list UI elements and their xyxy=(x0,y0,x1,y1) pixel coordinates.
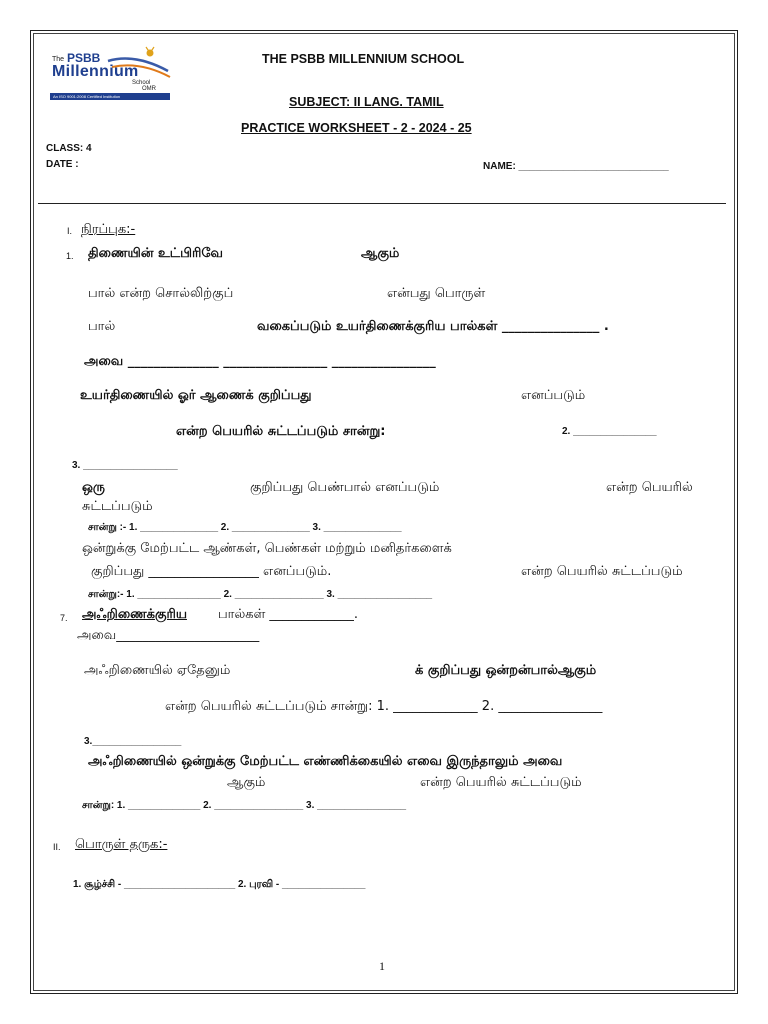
logo-the: The xyxy=(52,56,65,63)
q5-text-b: எனப்படும் xyxy=(521,388,586,403)
class-label: CLASS: 4 xyxy=(46,143,92,154)
name-field: NAME: ___________________________ xyxy=(483,161,669,172)
school-name: THE PSBB MILLENNIUM SCHOOL xyxy=(262,52,465,66)
q9-text-a: ஒன்றுக்கு மேற்பட்ட ஆண்கள், பெண்கள் மற்றும் மனிதர்களைக் xyxy=(82,541,452,556)
q4-text: அவை ______________ ________________ ________________ xyxy=(84,354,436,369)
logo-iso: An ISO 9001:2008 Certified Institution xyxy=(53,94,121,99)
logo-omr: OMR xyxy=(142,86,156,92)
school-logo xyxy=(50,45,175,103)
q3-text-a: பால் xyxy=(88,319,116,334)
q6-text-a: என்ற பெயரில் சுட்டப்படும் சான்று: xyxy=(176,424,386,439)
q1-text-b: ஆகும் xyxy=(361,246,400,261)
q3-text-b: வகைப்படும் உயர்திணைக்குரிய பால்கள் _______________ . xyxy=(257,319,609,334)
q7-text-c: அவை______________________ xyxy=(77,628,260,643)
q11-text-c: என்ற பெயரில் சுட்டப்படும் xyxy=(420,775,582,790)
q10-text-a: அஃறிணையில் ஏதேனும் xyxy=(84,663,231,678)
q2-text-a: பால் என்ற சொல்லிற்குப் xyxy=(88,286,234,301)
q8-examples: சான்று :- 1. ______________ 2. ______________ 3. ______________ xyxy=(88,522,402,533)
section2-roman: II. xyxy=(53,842,61,852)
q1-text-a: திணையின் உட்பிரிவே xyxy=(88,246,223,261)
q10-text-b: க் குறிப்பது ஒன்றன்பால்ஆகும் xyxy=(415,663,597,678)
q10-examples: என்ற பெயரில் சுட்டப்படும் சான்று: 1. _____________ 2. ________________ xyxy=(165,699,603,714)
logo-school: School xyxy=(132,80,151,86)
section1-roman: I. xyxy=(67,226,73,236)
q8-text-b: குறிப்பது பெண்பால் எனப்படும் xyxy=(250,480,440,495)
q8-text-d: சுட்டப்படும் xyxy=(82,499,153,514)
q1-number: 1. xyxy=(66,251,74,261)
q8-text-a: ஒரு xyxy=(82,480,105,495)
q8-text-c: என்ற பெயரில் xyxy=(606,480,693,495)
q9-examples: சான்று:- 1. _______________ 2. ________________ 3. _________________ xyxy=(88,589,433,600)
q6-text-c: 3. _________________ xyxy=(72,460,178,471)
header-divider xyxy=(38,203,726,204)
subject-title: SUBJECT: II LANG. TAMIL xyxy=(289,95,444,109)
q2-text-b: என்பது பொருள் xyxy=(387,286,486,301)
q7-text-b: பால்கள் _____________. xyxy=(218,607,359,622)
q9-text-c: என்ற பெயரில் சுட்டப்படும் xyxy=(521,564,683,579)
q10-example-3: 3.________________ xyxy=(84,736,182,747)
q7-number: 7. xyxy=(60,613,68,623)
page-number: 1 xyxy=(379,959,385,973)
logo-millennium: Millennium xyxy=(52,63,139,80)
section2-line1: 1. சூழ்ச்சி - ____________________ 2. புரவி - _______________ xyxy=(73,879,366,890)
q9-text-b: குறிப்பது _________________ எனப்படும். xyxy=(91,564,332,579)
q7-text-a: அஃறிணைக்குரிய xyxy=(82,607,187,622)
q5-text-a: உயர்திணையில் ஓர் ஆணைக் குறிப்பது xyxy=(80,388,312,403)
section1-heading: நிரப்புக:- xyxy=(81,222,136,237)
section2-heading: பொருள் தருக:- xyxy=(75,837,168,852)
q11-examples: சான்று: 1. _____________ 2. ________________ 3. ________________ xyxy=(82,800,407,811)
worksheet-title: PRACTICE WORKSHEET - 2 - 2024 - 25 xyxy=(241,121,472,135)
logo-psbb: PSBB xyxy=(67,51,101,65)
date-label: DATE : xyxy=(46,159,79,170)
q6-text-b: 2. _______________ xyxy=(562,426,657,437)
q11-text-b: ஆகும் xyxy=(227,775,266,790)
q11-text-a: அஃறிணையில் ஒன்றுக்கு மேற்பட்ட எண்ணிக்கையில் எவை இருந்தாலும் அவை xyxy=(88,754,563,769)
